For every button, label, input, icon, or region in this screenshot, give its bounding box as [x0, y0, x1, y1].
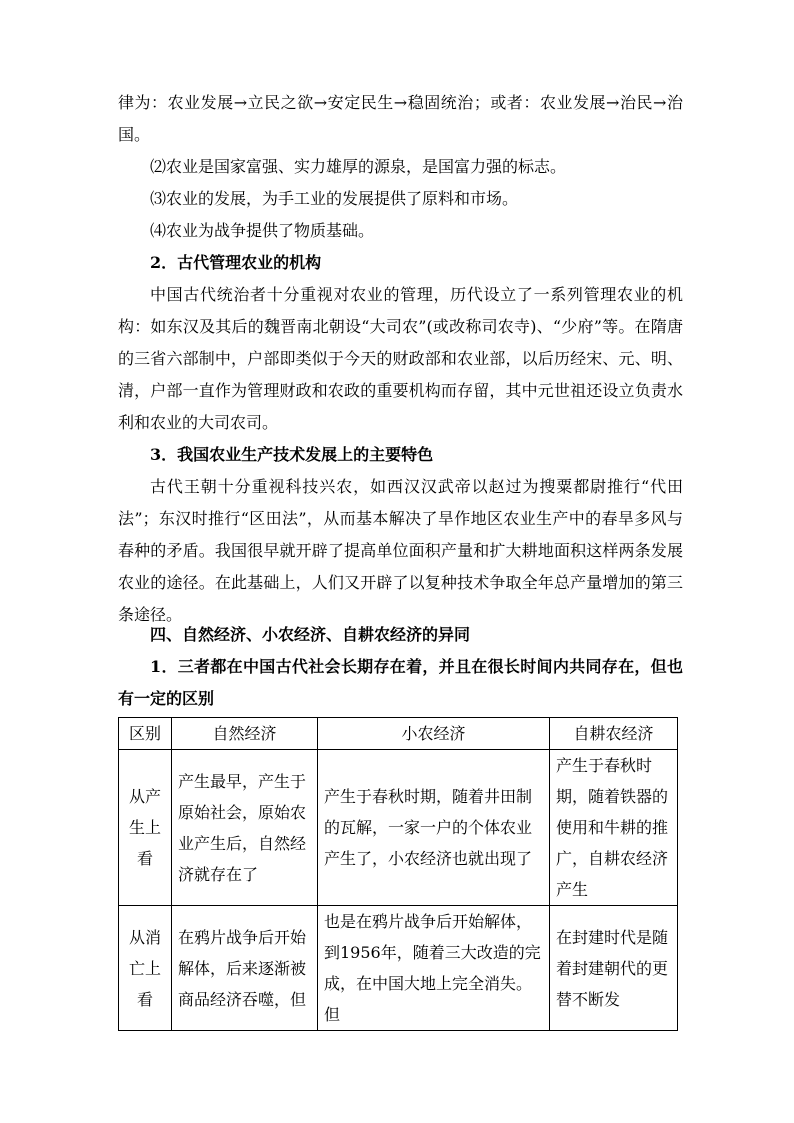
paragraph-conclusion: 律为：农业发展→立民之欲→安定民生→稳固统治；或者：农业发展→治民→治国。 [118, 93, 683, 144]
paragraph-point-3: ⑶农业的发展，为手工业的发展提供了原料和市场。 [150, 189, 519, 208]
heading-differences: 1．三者都在中国古代社会长期存在着，并且在很长时间内共同存在，但也有一定的区别 [118, 657, 683, 708]
table-header-row [119, 718, 678, 750]
cell-smallfarm-decline: 也是在鸦片战争后开始解体，到1956年，随着三大改造的完成，在中国大地上完全消失。但 [318, 906, 550, 1031]
heading-section-four: 四、自然经济、小农经济、自耕农经济的异同 [150, 625, 471, 644]
paragraph-point-4: ⑷农业为战争提供了物质基础。 [150, 221, 375, 240]
row-label-decline: 从消亡上看 [119, 906, 172, 1031]
comparison-table [118, 717, 678, 1031]
header-cell-distinction: 区别 [119, 718, 172, 750]
table-row [119, 906, 678, 1031]
cell-owner-origin: 产生于春秋时期，随着铁器的使用和牛耕的推广，自耕农经济产生 [550, 750, 678, 906]
header-cell-natural-economy: 自然经济 [172, 718, 318, 750]
header-cell-owner-farmer-economy: 自耕农经济 [550, 718, 678, 750]
paragraph-technology-features: 古代王朝十分重视科技兴农，如西汉汉武帝以赵过为搜粟都尉推行“代田法”；东汉时推行“区田法”，从而基本解决了旱作地区农业生产中的春旱多风与春种的矛盾。我国很早就开辟了提高单位面积产量和扩大耕地面积这样两条发展农业的途径。在此基础上，人们又开辟了以复种技术争取全年总产量增加的第三条途径。 [118, 477, 683, 624]
cell-smallfarm-origin: 产生于春秋时期，随着井田制的瓦解，一家一户的个体农业产生了，小农经济也就出现了 [318, 750, 550, 906]
heading-management-agencies: 2．古代管理农业的机构 [150, 253, 322, 272]
cell-natural-decline: 在鸦片战争后开始解体，后来逐渐被商品经济吞噬，但 [172, 906, 318, 1031]
table-row [119, 750, 678, 906]
header-cell-small-farmer-economy: 小农经济 [318, 718, 550, 750]
paragraph-point-2: ⑵农业是国家富强、实力雄厚的源泉，是国富力强的标志。 [150, 157, 567, 176]
cell-natural-origin: 产生最早，产生于原始社会，原始农业产生后，自然经济就存在了 [172, 750, 318, 906]
cell-owner-decline: 在封建时代是随着封建朝代的更替不断发 [550, 906, 678, 1031]
row-label-origin: 从产生上看 [119, 750, 172, 906]
paragraph-management-agencies: 中国古代统治者十分重视对农业的管理，历代设立了一系列管理农业的机构：如东汉及其后的魏晋南北朝设“大司农”(或改称司农寺)、“少府”等。在隋唐的三省六部制中，户部即类似于今天的财政部和农业部，以后历经宋、元、明、清，户部一直作为管理财政和农政的重要机构而存留，其中元世祖还设立负责水利和农业的大司农司。 [118, 285, 683, 432]
heading-technology-features: 3．我国农业生产技术发展上的主要特色 [150, 445, 434, 464]
